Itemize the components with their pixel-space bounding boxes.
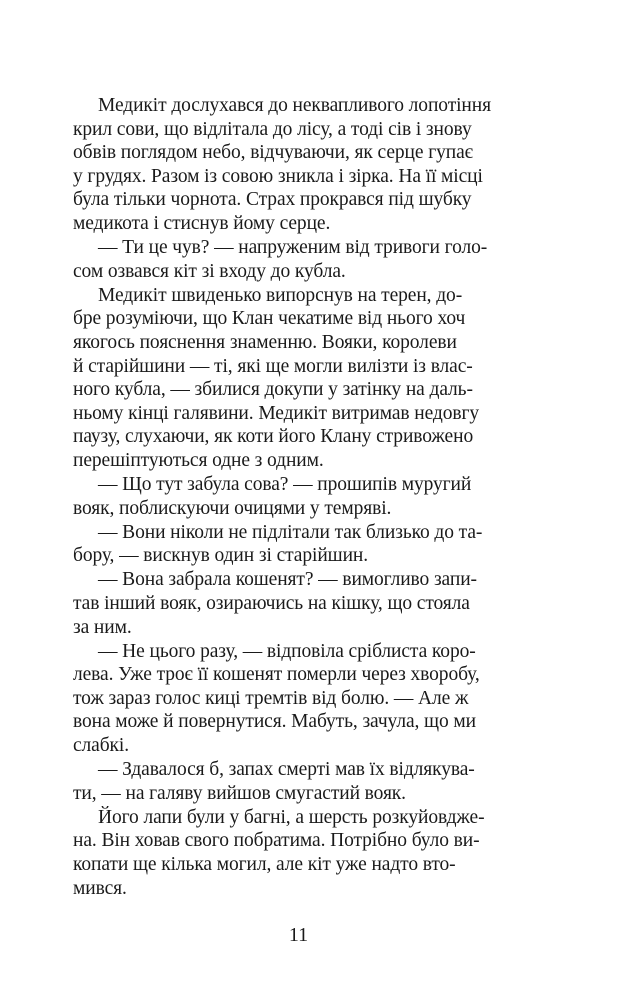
- text-line: якогось пояснення знаменню. Вояки, королеви: [73, 331, 457, 353]
- body-text: [73, 94, 524, 900]
- text-line: перешіптуються одне з одним.: [73, 449, 324, 471]
- text-line: лева. Уже троє її кошенят померли через хворобу,: [73, 664, 480, 686]
- text-line: Медикіт швиденько випорснув на терен, до-: [98, 284, 463, 306]
- text-line: медикота і стиснув йому серце.: [73, 212, 331, 234]
- text-line: за ним.: [73, 616, 132, 638]
- text-line: сом озвався кіт зі входу до кубла.: [73, 260, 346, 282]
- text-line: бору, — вискнув один зі старійшин.: [73, 545, 369, 567]
- page-number: 11: [288, 924, 309, 946]
- text-line: тав інший вояк, озираючись на кішку, що стояла: [73, 592, 470, 614]
- text-line: була тільки чорнота. Страх прокрався під шубку: [73, 189, 472, 211]
- text-line: ньому кінці галявини. Медикіт витримав недовгу: [73, 402, 480, 424]
- text-line: — Що тут забула сова? — прошипів муругий: [98, 474, 472, 495]
- text-line: на. Він ховав свого побратима. Потрібно було ви-: [73, 830, 480, 852]
- text-line: — Вони ніколи не підлітали так близько до та-: [98, 521, 483, 543]
- text-line: — Не цього разу, — відповіла сріблиста коро-: [98, 640, 476, 662]
- text-line: — Вона забрала кошенят? — вимогливо запи-: [98, 569, 477, 591]
- text-line: ного кубла, — збилися докупи у затінку на даль-: [73, 379, 473, 401]
- text-line: — Здавалося б, запах смерті мав їх відлякува-: [98, 759, 475, 781]
- text-line: ти, — на галяву вийшов смугастий вояк.: [73, 782, 406, 804]
- text-line: й старійшини — ті, які ще могли вилізти із влас-: [73, 355, 473, 377]
- text-line: Його лапи були у багні, а шерсть розкуйовдже-: [98, 806, 485, 828]
- text-line: вояк, поблискуючи очицями у темряві.: [73, 497, 392, 519]
- text-line: паузу, слухаючи, як коти його Клану стривожено: [73, 426, 474, 448]
- text-line: слабкі.: [73, 735, 130, 757]
- text-line: тож зараз голос киці тремтів від болю. — Але ж: [73, 687, 469, 709]
- text-line: у грудях. Разом із совою зникла і зірка. На її місці: [73, 165, 483, 187]
- text-line: вона може й повернутися. Мабуть, зачула, що ми: [73, 711, 476, 733]
- text-line: бре розуміючи, що Клан чекатиме від нього хоч: [73, 308, 466, 330]
- text-line: крил сови, що відлітала до лісу, а тоді сів і знову: [73, 118, 472, 140]
- text-line: обвів поглядом небо, відчуваючи, як серце гупає: [73, 142, 473, 164]
- text-line: мився.: [73, 877, 127, 899]
- text-line: — Ти це чув? — напруженим від тривоги голо-: [98, 237, 488, 259]
- text-line: копати ще кілька могил, але кіт уже надто вто-: [73, 854, 456, 875]
- text-line: Медикіт дослухався до неквапливого лопотіння: [98, 95, 491, 116]
